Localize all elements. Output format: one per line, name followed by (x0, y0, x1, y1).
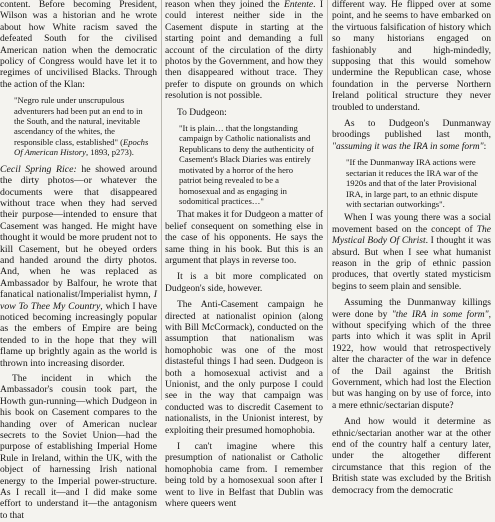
inline-quote: "assuming it was the IRA in some form" (332, 141, 484, 152)
italic-title: The Mystical Body Of Christ (332, 224, 491, 247)
italic-term: Entente (284, 0, 314, 10)
paragraph-text: he showed around the dirty photos—or whatever the documents were that disappeared without trace when they had served their purpose—intended to ensure that Casement was hanged. He might have thought it would be more prudent not to kill Casement, but he obeyed orders and handed around the dirty photos. And, when he was replaced as Ambassador by Balfour, he wrote that fanatical nationalist/Imperialist hymn, (0, 163, 157, 301)
column-middle (165, 0, 323, 510)
paragraph (332, 119, 491, 153)
paragraph: That makes it for Dudgeon a matter of belief consequent on something else in the case of his opponents. He says the same thing in his book. But this is an argument that plays in reverse too. (165, 210, 323, 266)
paragraph: And how would it determine as ethnic/sectarian another war at the other end of the country half a century later, under the altogether different circumstance that this region of the British state was excluded by the British democracy from the democratic (332, 417, 491, 496)
column-left (0, 0, 157, 521)
column-divider (327, 0, 328, 400)
paragraph: I can't imagine where this presumption of nationalist or Catholic homophobia came from. I remember being told by a homosexual soon after I went to live in Belfast that Dublin was where queers went (165, 442, 323, 510)
paragraph: The incident in which the Ambassador's cousin took part, the Howth gun-running—which Dudgeon in his book on Casement compares to the handing over of American nuclear secrets to the Soviet Union—had the purpose of establishing Imperial Home Rule in Ireland, within the UK, with the object of harnessing Irish national energy to the Imperial power-structure. As I recall it—and I did make some effort to understand it—the antagonism to that (0, 374, 157, 521)
paragraph-text: , without specifying which of the three parts into which it was split in April 1922, how would that retrospectively alter the character of the war in defence of the Dail against the British Government, which had lost the Election but was hanging on by use of force, into a mere ethnic/sectarian dispute? (332, 309, 491, 411)
paragraph: different way. He flipped over at some point, and he seems to have embarked on the virtuous falsification of history which so many historians engaged on fashionably and high-mindedly, supposing that this would somehow undermine the Republican case, whose foundation in the perverse Northern Ireland political structure they never troubled to understand. (332, 0, 491, 113)
paragraph (165, 0, 323, 103)
subheading: Cecil Spring Rice: (0, 163, 77, 175)
paragraph-text: . I thought it was absurd. But when I see what humanist reason in the grip of ethnic passion produces, that overtly stated mysticism begins to seem plain and sensible. (332, 236, 491, 292)
paragraph-text: , which I have noticed becoming increasingly popular as the embers of Empire are being tended to in the hope that they will flame up brightly again as the world is thrown into increasing disorder. (0, 300, 157, 369)
paragraph-text: : (483, 141, 487, 152)
paragraph: The Anti-Casement campaign he directed at nationalist opinion (along with Bill McCormack), conducted on the assumption that nationalism was homophobic was one of the most distasteful things I had seen. Dudgeon is both a homosexual activist and a Unionist, and the only purpose I could see in the way that campaign was conducted was to discredit Casement to nationalists, in the Unionist interest, by exploiting their presumed homophobia. (165, 300, 323, 436)
column-right (332, 0, 491, 496)
paragraph-text: reason when they joined the (165, 0, 285, 10)
paragraph (332, 213, 491, 293)
citation-open: ( (118, 136, 124, 147)
paragraph: content. Before becoming President, Wilson was a historian and he wrote about how White racism saved the defeated South for the civilised American nation when the democratic policy of Congress would have let it to regimes of uncivilised Blacks. Through the action of the Klan: (0, 0, 157, 90)
paragraph-text: As to Dudgeon's Dunmanway broodings published last month, (332, 119, 491, 141)
paragraph-text: . I could interest neither side in the Casement dispute in starting at the starting point and demanding a full account of the circulation of the dirty photos by the Government, and how they then disappeared without trace. They prefer to dispute on grounds on which resolution is not possible. (165, 0, 323, 102)
paragraph-with-subhead (0, 164, 157, 369)
paragraph: It is a bit more complicated on Dudgeon's side, however. (165, 272, 323, 294)
paragraph-text: When I was young there was a social movement based on the concept of (332, 213, 491, 235)
column-divider (161, 0, 162, 400)
hymn-title: I vow To Thee My Country (0, 289, 157, 312)
paragraph: To Dudgeon: (177, 107, 227, 118)
quotation: "If the Dunmanway IRA actions were sectarian it reduces the IRA war of the 1920s and that of the later Provisional IRA, in large part, to an ethnic dispute with sectarian outworkings". (346, 157, 478, 209)
citation-title: Epochs Of American History (14, 136, 149, 158)
inline-quote: "the IRA in some form" (391, 309, 489, 320)
quotation: "It is plain… that the longstanding campaign by Catholic nationalists and Republicans to deny the authenticity of Casement's Black Diaries was entirely motivated by a horror of the hero patriot being revealed to be a homosexual and as engaging in sodomitical practices…" (179, 123, 314, 206)
quote-text: "Negro rule under unscrupulous adventurers had been put an end to in the South, and the natural, inevitable ascendancy of the whites, the responsible class, established" (14, 95, 143, 147)
quotation (14, 95, 149, 157)
paragraph (332, 298, 491, 412)
citation-rest: , 1893, p273). (85, 147, 134, 158)
paragraph-text: Assuming the Dunmanway killings were done by (332, 298, 491, 320)
